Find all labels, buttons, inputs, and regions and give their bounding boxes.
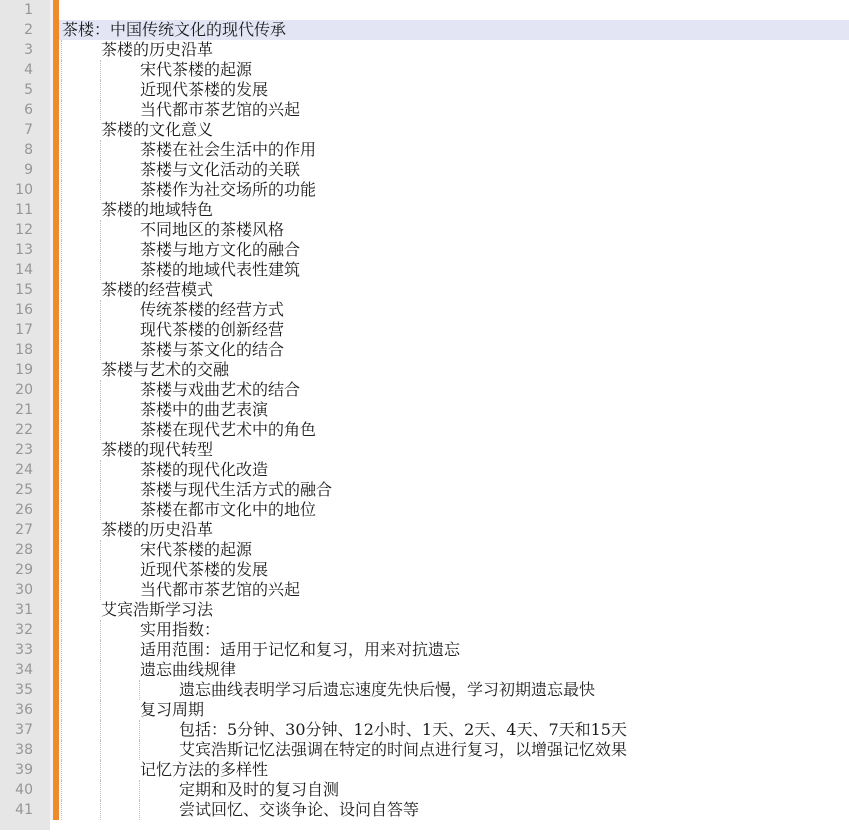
gutter-pad: [34, 400, 50, 420]
line-number[interactable]: 33: [0, 640, 34, 660]
editor-line[interactable]: [0, 200, 849, 220]
indent-guide: [100, 620, 101, 640]
line-text: 茶楼与地方文化的融合: [140, 240, 301, 259]
line-text: 茶楼的经营模式: [101, 280, 214, 299]
gutter-pad: [34, 260, 50, 280]
editor-line[interactable]: [0, 260, 849, 280]
line-text: 茶楼中的曲艺表演: [140, 400, 269, 419]
indent-guide: [61, 720, 62, 740]
indent-guide: [61, 740, 62, 760]
editor-line[interactable]: [0, 580, 849, 600]
indent-guide: [61, 140, 62, 160]
indent-guide: [139, 780, 140, 800]
gutter-pad: [34, 660, 50, 680]
indent-guide: [100, 540, 101, 560]
indent-guide: [61, 200, 62, 220]
gutter-footer-pad: [34, 820, 50, 830]
line-content: [59, 740, 849, 760]
gutter-pad: [34, 500, 50, 520]
line-text: 复习周期: [140, 700, 205, 719]
line-number[interactable]: 19: [0, 360, 34, 380]
gutter-pad: [34, 0, 50, 20]
line-number[interactable]: 39: [0, 760, 34, 780]
gutter-pad: [34, 60, 50, 80]
line-number[interactable]: 4: [0, 60, 34, 80]
line-text: 实用指数：: [140, 620, 221, 639]
gutter-pad: [34, 40, 50, 60]
line-content: [59, 440, 849, 460]
line-text: 茶楼的地域特色: [101, 200, 214, 219]
editor-line[interactable]: [0, 360, 849, 380]
editor-line[interactable]: [0, 540, 849, 560]
indent-guide: [61, 160, 62, 180]
indent-guide: [100, 340, 101, 360]
gutter-pad: [34, 360, 50, 380]
indent-guide: [61, 380, 62, 400]
line-text: 定期和及时的复习自测: [179, 780, 340, 799]
editor-line[interactable]: [0, 380, 849, 400]
gutter-pad: [34, 160, 50, 180]
line-content: [59, 660, 849, 680]
line-number[interactable]: 12: [0, 220, 34, 240]
line-text: 尝试回忆、交谈争论、设问自答等: [179, 800, 420, 819]
line-content: [59, 180, 849, 200]
line-text: 茶楼在都市文化中的地位: [140, 500, 317, 519]
line-number[interactable]: 14: [0, 260, 34, 280]
editor-line[interactable]: [0, 520, 849, 540]
line-number[interactable]: 37: [0, 720, 34, 740]
line-number[interactable]: 34: [0, 660, 34, 680]
indent-guide: [100, 740, 101, 760]
gutter-footer-number-area: [0, 820, 34, 830]
line-text: 遗忘曲线规律: [140, 660, 237, 679]
line-number[interactable]: 40: [0, 780, 34, 800]
line-number[interactable]: 3: [0, 40, 34, 60]
line-text: 不同地区的茶楼风格: [140, 220, 285, 239]
gutter-pad: [34, 420, 50, 440]
editor-line[interactable]: [0, 300, 849, 320]
indent-guide: [61, 660, 62, 680]
gutter-pad: [34, 380, 50, 400]
line-text: 茶楼的文化意义: [101, 120, 214, 139]
gutter-pad: [34, 780, 50, 800]
line-number[interactable]: 20: [0, 380, 34, 400]
indent-guide: [61, 100, 62, 120]
line-text: 记忆方法的多样性: [140, 760, 269, 779]
line-text: 茶楼与现代生活方式的融合: [140, 480, 333, 499]
line-text: 近现代茶楼的发展: [140, 560, 269, 579]
gutter-pad: [34, 580, 50, 600]
indent-guide: [100, 660, 101, 680]
line-text: 当代都市茶艺馆的兴起: [140, 580, 301, 599]
indent-guide: [61, 580, 62, 600]
indent-guide: [61, 480, 62, 500]
gutter-pad: [34, 280, 50, 300]
indent-guide: [61, 460, 62, 480]
editor-line[interactable]: [0, 460, 849, 480]
gutter-pad: [34, 520, 50, 540]
indent-guide: [100, 220, 101, 240]
indent-guide: [100, 680, 101, 700]
line-text: 茶楼与艺术的交融: [101, 360, 230, 379]
line-text: 宋代茶楼的起源: [140, 540, 253, 559]
line-text: 茶楼的现代转型: [101, 440, 214, 459]
line-number[interactable]: 11: [0, 200, 34, 220]
line-number[interactable]: 26: [0, 500, 34, 520]
indent-guide: [61, 260, 62, 280]
indent-guide: [61, 600, 62, 620]
line-content: [59, 800, 849, 820]
indent-guide: [100, 380, 101, 400]
editor-line[interactable]: [0, 0, 849, 20]
indent-guide: [61, 540, 62, 560]
gutter-pad: [34, 180, 50, 200]
line-content: [59, 620, 849, 640]
editor-line[interactable]: [0, 620, 849, 640]
gutter-pad: [34, 480, 50, 500]
indent-guide: [100, 480, 101, 500]
line-number[interactable]: 25: [0, 480, 34, 500]
line-text: 茶楼与茶文化的结合: [140, 340, 285, 359]
line-content: [59, 60, 849, 80]
editor-line[interactable]: [0, 420, 849, 440]
indent-guide: [100, 760, 101, 780]
gutter-pad: [34, 740, 50, 760]
editor-line[interactable]: [0, 500, 849, 520]
gutter-pad: [34, 800, 50, 820]
line-text: 包括：5分钟、30分钟、12小时、1天、2天、4天、7天和15天: [179, 720, 627, 739]
editor-line[interactable]: [0, 120, 849, 140]
line-text: 遗忘曲线表明学习后遗忘速度先快后慢，学习初期遗忘最快: [179, 680, 596, 699]
line-text: 传统茶楼的经营方式: [140, 300, 285, 319]
editor-line[interactable]: [0, 660, 849, 680]
line-text: 茶楼的历史沿革: [101, 520, 214, 539]
indent-guide: [139, 680, 140, 700]
editor-line[interactable]: [0, 240, 849, 260]
indent-guide: [61, 340, 62, 360]
indent-guide: [61, 300, 62, 320]
editor-line[interactable]: [0, 40, 849, 60]
editor-line[interactable]: [0, 780, 849, 800]
line-number[interactable]: 5: [0, 80, 34, 100]
indent-guide: [61, 520, 62, 540]
indent-guide: [100, 460, 101, 480]
line-number[interactable]: 22: [0, 420, 34, 440]
editor-line[interactable]: [0, 160, 849, 180]
line-number[interactable]: 31: [0, 600, 34, 620]
line-number[interactable]: 30: [0, 580, 34, 600]
line-number[interactable]: 1: [0, 0, 34, 20]
line-number[interactable]: 15: [0, 280, 34, 300]
line-number[interactable]: 29: [0, 560, 34, 580]
indent-guide: [61, 680, 62, 700]
editor-line[interactable]: [0, 680, 849, 700]
gutter-pad: [34, 700, 50, 720]
line-text: 近现代茶楼的发展: [140, 80, 269, 99]
line-content: [59, 80, 849, 100]
line-number[interactable]: 9: [0, 160, 34, 180]
editor-line[interactable]: [0, 740, 849, 760]
line-text: 茶楼在社会生活中的作用: [140, 140, 317, 159]
gutter-pad: [34, 240, 50, 260]
gutter-pad: [34, 340, 50, 360]
line-content: [59, 160, 849, 180]
line-number[interactable]: 32: [0, 620, 34, 640]
line-text: 茶楼与戏曲艺术的结合: [140, 380, 301, 399]
indent-guide: [61, 180, 62, 200]
indent-guide: [61, 560, 62, 580]
line-text: 茶楼与文化活动的关联: [140, 160, 301, 179]
gutter-pad: [34, 640, 50, 660]
indent-guide: [100, 180, 101, 200]
indent-guide: [100, 500, 101, 520]
indent-guide: [100, 560, 101, 580]
line-number[interactable]: 21: [0, 400, 34, 420]
gutter-pad: [34, 540, 50, 560]
indent-guide: [61, 280, 62, 300]
gutter-pad: [34, 220, 50, 240]
line-content: [59, 760, 849, 780]
indent-guide: [61, 440, 62, 460]
line-content: [59, 40, 849, 60]
line-text: 茶楼的现代化改造: [140, 460, 269, 479]
line-content: [59, 340, 849, 360]
line-number[interactable]: 8: [0, 140, 34, 160]
line-text: 当代都市茶艺馆的兴起: [140, 100, 301, 119]
line-number[interactable]: 2: [0, 20, 34, 40]
line-text: 茶楼的历史沿革: [101, 40, 214, 59]
indent-guide: [100, 780, 101, 800]
editor-line[interactable]: [0, 320, 849, 340]
line-text: 艾宾浩斯记忆法强调在特定的时间点进行复习，以增强记忆效果: [179, 740, 628, 759]
line-text: 艾宾浩斯学习法: [101, 600, 214, 619]
gutter-pad: [34, 680, 50, 700]
editor-line[interactable]: [0, 760, 849, 780]
line-number[interactable]: 16: [0, 300, 34, 320]
editor-line[interactable]: [0, 600, 849, 620]
line-content: [59, 640, 849, 660]
indent-guide: [100, 300, 101, 320]
gutter-pad: [34, 720, 50, 740]
indent-guide: [61, 320, 62, 340]
line-text: 茶楼：中国传统文化的现代传承: [62, 20, 287, 39]
editor-line[interactable]: [0, 700, 849, 720]
line-content: [59, 120, 849, 140]
gutter-pad: [34, 440, 50, 460]
line-number[interactable]: 10: [0, 180, 34, 200]
line-content: [59, 220, 849, 240]
line-number[interactable]: 28: [0, 540, 34, 560]
line-content: [59, 380, 849, 400]
line-content: [59, 260, 849, 280]
indent-guide: [100, 400, 101, 420]
line-content: [59, 20, 849, 40]
editor-line[interactable]: [0, 80, 849, 100]
indent-guide: [61, 760, 62, 780]
editor-line[interactable]: [0, 280, 849, 300]
indent-guide: [61, 640, 62, 660]
gutter-pad: [34, 200, 50, 220]
indent-guide: [61, 40, 62, 60]
gutter-pad: [34, 460, 50, 480]
line-content: [59, 500, 849, 520]
gutter-pad: [34, 560, 50, 580]
editor-line[interactable]: [0, 220, 849, 240]
indent-guide: [61, 120, 62, 140]
editor-line[interactable]: [0, 440, 849, 460]
gutter-pad: [34, 140, 50, 160]
line-number[interactable]: 13: [0, 240, 34, 260]
indent-guide: [100, 800, 101, 820]
line-number[interactable]: 27: [0, 520, 34, 540]
line-number[interactable]: 24: [0, 460, 34, 480]
indent-guide: [100, 580, 101, 600]
line-number[interactable]: 35: [0, 680, 34, 700]
indent-guide: [61, 360, 62, 380]
editor-line[interactable]: [0, 560, 849, 580]
indent-guide: [139, 720, 140, 740]
gutter-footer: [0, 820, 849, 830]
gutter-pad: [34, 600, 50, 620]
indent-guide: [139, 740, 140, 760]
line-content: [59, 360, 849, 380]
line-content: [59, 140, 849, 160]
indent-guide: [100, 60, 101, 80]
line-content: [59, 780, 849, 800]
line-content: [59, 460, 849, 480]
gutter-footer-content: [53, 820, 849, 830]
line-content: [59, 580, 849, 600]
indent-guide: [61, 700, 62, 720]
gutter-pad: [34, 20, 50, 40]
indent-guide: [61, 620, 62, 640]
indent-guide: [61, 780, 62, 800]
indent-guide: [100, 720, 101, 740]
indent-guide: [100, 240, 101, 260]
line-content: [59, 600, 849, 620]
line-number[interactable]: 17: [0, 320, 34, 340]
line-content: [59, 540, 849, 560]
line-content: [59, 700, 849, 720]
editor-line[interactable]: [0, 60, 849, 80]
line-number[interactable]: 6: [0, 100, 34, 120]
line-content: [59, 420, 849, 440]
indent-guide: [100, 640, 101, 660]
indent-guide: [61, 500, 62, 520]
gutter-pad: [34, 120, 50, 140]
line-number[interactable]: 38: [0, 740, 34, 760]
gutter-pad: [34, 620, 50, 640]
line-content: [59, 200, 849, 220]
line-text: 茶楼作为社交场所的功能: [140, 180, 317, 199]
line-content: [59, 560, 849, 580]
line-number[interactable]: 18: [0, 340, 34, 360]
line-text: 茶楼在现代艺术中的角色: [140, 420, 317, 439]
indent-guide: [100, 80, 101, 100]
editor-line[interactable]: [0, 800, 849, 820]
line-text: 适用范围：适用于记忆和复习，用来对抗遗忘: [140, 640, 461, 659]
indent-guide: [100, 260, 101, 280]
line-content: [59, 520, 849, 540]
line-number[interactable]: 23: [0, 440, 34, 460]
editor-line[interactable]: [0, 400, 849, 420]
gutter-pad: [34, 300, 50, 320]
indent-guide: [61, 220, 62, 240]
gutter-pad: [34, 80, 50, 100]
line-content: [59, 320, 849, 340]
indent-guide: [61, 800, 62, 820]
indent-guide: [100, 320, 101, 340]
indent-guide: [100, 160, 101, 180]
line-content: [59, 480, 849, 500]
editor-line[interactable]: [0, 180, 849, 200]
line-content: [59, 400, 849, 420]
indent-guide: [100, 100, 101, 120]
gutter-pad: [34, 100, 50, 120]
editor-line[interactable]: [0, 20, 849, 40]
indent-guide: [100, 700, 101, 720]
line-number[interactable]: 36: [0, 700, 34, 720]
line-content: [59, 680, 849, 700]
line-content: [59, 100, 849, 120]
line-content: [59, 720, 849, 740]
line-content: [59, 280, 849, 300]
indent-guide: [100, 420, 101, 440]
indent-guide: [61, 240, 62, 260]
editor-line[interactable]: [0, 640, 849, 660]
line-text: 现代茶楼的创新经营: [140, 320, 285, 339]
editor-line[interactable]: [0, 340, 849, 360]
indent-guide: [100, 140, 101, 160]
line-content: [59, 0, 849, 20]
indent-guide: [61, 60, 62, 80]
line-text: 茶楼的地域代表性建筑: [140, 260, 301, 279]
editor-line[interactable]: [0, 140, 849, 160]
line-content: [59, 300, 849, 320]
line-number[interactable]: 7: [0, 120, 34, 140]
indent-guide: [61, 80, 62, 100]
gutter-pad: [34, 760, 50, 780]
line-number[interactable]: 41: [0, 800, 34, 820]
editor-line[interactable]: [0, 480, 849, 500]
indent-guide: [61, 400, 62, 420]
indent-guide: [61, 420, 62, 440]
line-text: 宋代茶楼的起源: [140, 60, 253, 79]
indent-guide: [139, 800, 140, 820]
editor-line[interactable]: [0, 720, 849, 740]
editor-line[interactable]: [0, 100, 849, 120]
line-content: [59, 240, 849, 260]
gutter-pad: [34, 320, 50, 340]
